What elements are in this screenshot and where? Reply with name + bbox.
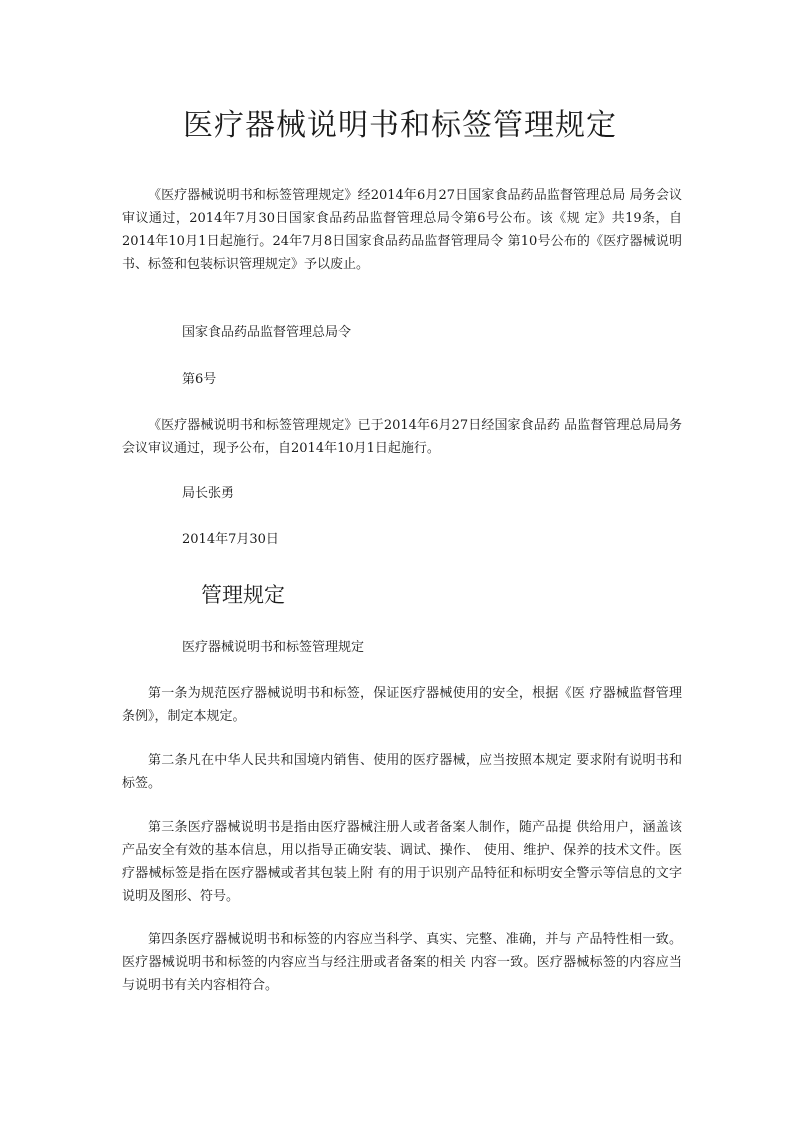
article-4: 第四条医疗器械说明书和标签的内容应当科学、真实、完整、准确，并与 产品特性相一致。医疗器械说明书和标签的内容应当与经注册或者备案的相关 内容一致。医疗器械标签的内容应当与说明书有关内容相符合。: [122, 932, 682, 993]
signatory: 局长张勇: [182, 486, 235, 501]
document-title: 医疗器械说明书和标签管理规定: [183, 108, 617, 143]
order-issuer: 国家食品药品监督管理总局令: [182, 325, 352, 340]
order-date: 2014年7月30日: [182, 532, 279, 547]
intro-paragraph: 《医疗器械说明书和标签管理规定》经2014年6月27日国家食品药品监督管理总局 局务会议审议通过，2014年7月30日国家食品药品监督管理总局令第6号公布。该《规 定》共19条，自2014年10月1日起施行。24年7月8日国家食品药品监督管理局令 第10号公布的《医疗器械说明书、标签和包装标识管理规定》予以废止。: [122, 188, 682, 272]
order-text-paragraph: 《医疗器械说明书和标签管理规定》已于2014年6月27日经国家食品药 品监督管理总局局务会议审议通过，现予公布，自2014年10月1日起施行。: [122, 418, 682, 456]
article-2: 第二条凡在中华人民共和国境内销售、使用的医疗器械，应当按照本规定 要求附有说明书和标签。: [122, 753, 682, 791]
order-number: 第6号: [182, 372, 217, 387]
article-3: 第三条医疗器械说明书是指由医疗器械注册人或者备案人制作，随产品提 供给用户，涵盖该产品安全有效的基本信息，用以指导正确安装、调试、操作、 使用、维护、保养的技术文件。医疗器械标签是指在医疗器械或者其包装上附 有的用于识别产品特征和标明安全警示等信息的文字说明及图形、符号。: [122, 820, 682, 904]
regulation-title: 医疗器械说明书和标签管理规定: [182, 640, 365, 655]
section-heading: 管理规定: [201, 583, 285, 607]
article-1: 第一条为规范医疗器械说明书和标签，保证医疗器械使用的安全，根据《医 疗器械监督管理条例》，制定本规定。: [122, 686, 682, 724]
